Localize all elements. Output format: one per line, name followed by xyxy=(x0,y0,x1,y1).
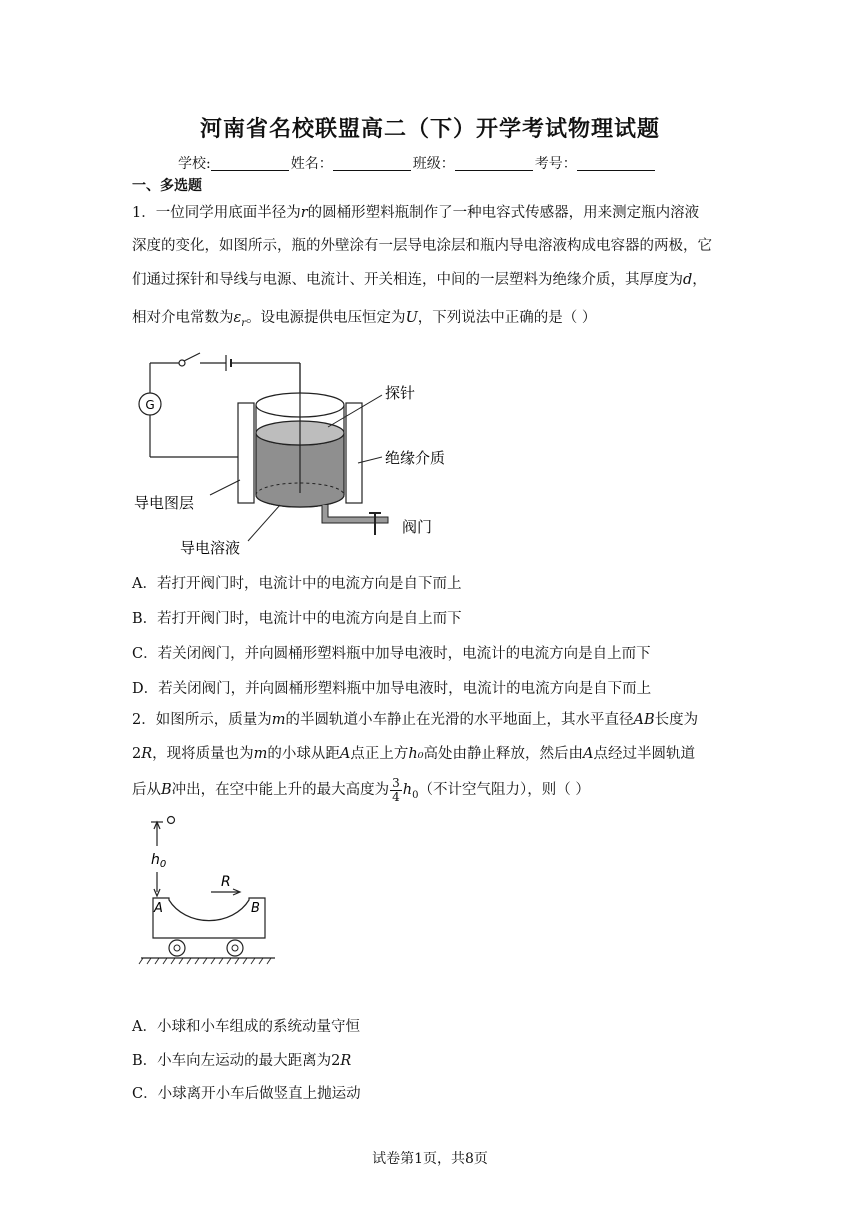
cart-track-figure xyxy=(135,812,280,972)
fraction-three-quarters: $\frac{3}{4}$ xyxy=(392,775,400,804)
coating-label: 导电图层 xyxy=(134,494,195,512)
radius-label: R xyxy=(221,874,231,890)
q2-line-1: 2．如图所示，质量为m的半圆轨道小车静止在光滑的水平地面上，其水平直径AB长度为 xyxy=(132,712,699,728)
exam-number-blank[interactable] xyxy=(577,156,655,171)
q2-option-b[interactable]: B．小车向左运动的最大距离为2R xyxy=(132,1053,352,1069)
point-b-label: B xyxy=(251,901,260,916)
class-label: 班级： xyxy=(412,156,455,172)
q2-option-c[interactable]: C．小球离开小车后做竖直上抛运动 xyxy=(132,1086,361,1102)
q1-option-a[interactable]: A．若打开阀门时，电流计中的电流方向是自下而上 xyxy=(132,576,462,592)
q2-line-2: 2R，现将质量也为m的小球从距A点正上方h₀高处由静止释放，然后由A点经过半圆轨道 xyxy=(132,746,696,762)
name-label: 姓名： xyxy=(290,156,333,172)
probe-label: 探针 xyxy=(385,384,416,402)
point-a-label: A xyxy=(154,901,163,916)
solution-label: 导电溶液 xyxy=(180,539,241,557)
q1-option-c[interactable]: C．若关闭阀门，并向圆桶形塑料瓶中加导电液时，电流计的电流方向是自上而下 xyxy=(132,646,651,662)
school-blank[interactable] xyxy=(211,156,289,171)
q1-option-d[interactable]: D．若关闭阀门，并向圆桶形塑料瓶中加导电液时，电流计的电流方向是自下而上 xyxy=(132,681,652,697)
class-blank[interactable] xyxy=(455,156,533,171)
exam-number-label: 考号： xyxy=(534,156,577,172)
q1-option-b[interactable]: B．若打开阀门时，电流计中的电流方向是自上而下 xyxy=(132,611,462,627)
galvanometer-label: G xyxy=(145,398,155,412)
q2-line-3: 后从B冲出，在空中能上升的最大高度为 $\frac{3}{4}$ $h_0$（不计空气阻力），则（ ） xyxy=(132,775,590,804)
q2-option-a[interactable]: A．小球和小车组成的系统动量守恒 xyxy=(132,1019,360,1035)
page-footer: 试卷第1页，共8页 xyxy=(372,1151,488,1167)
insulator-label: 绝缘介质 xyxy=(385,449,446,467)
page-title: 河南省名校联盟高二（下）开学考试物理试题 xyxy=(199,117,660,142)
q1-line-3: 们通过探针和导线与电源、电流计、开关相连，中间的一层塑料为绝缘介质，其厚度为d， xyxy=(132,272,707,288)
section-heading: 一、多选题 xyxy=(132,178,202,194)
q1-line-2: 深度的变化，如图所示，瓶的外壁涂有一层导电涂层和瓶内导电溶液构成电容器的两极，它 xyxy=(132,238,712,254)
height-label: $h_0$ xyxy=(151,852,167,870)
valve-label: 阀门 xyxy=(402,518,433,536)
name-blank[interactable] xyxy=(333,156,411,171)
school-label: 学校: xyxy=(178,156,211,172)
student-info-line xyxy=(178,153,657,173)
q1-line-1: 1．一位同学用底面半径为r的圆桶形塑料瓶制作了一种电容式传感器，用来测定瓶内溶液 xyxy=(132,205,700,221)
q1-line-4: 相对介电常数为$\varepsilon_r$。设电源提供电压恒定为U，下列说法中正确的是（ ） xyxy=(132,310,597,329)
capacitor-sensor-figure xyxy=(130,345,470,560)
